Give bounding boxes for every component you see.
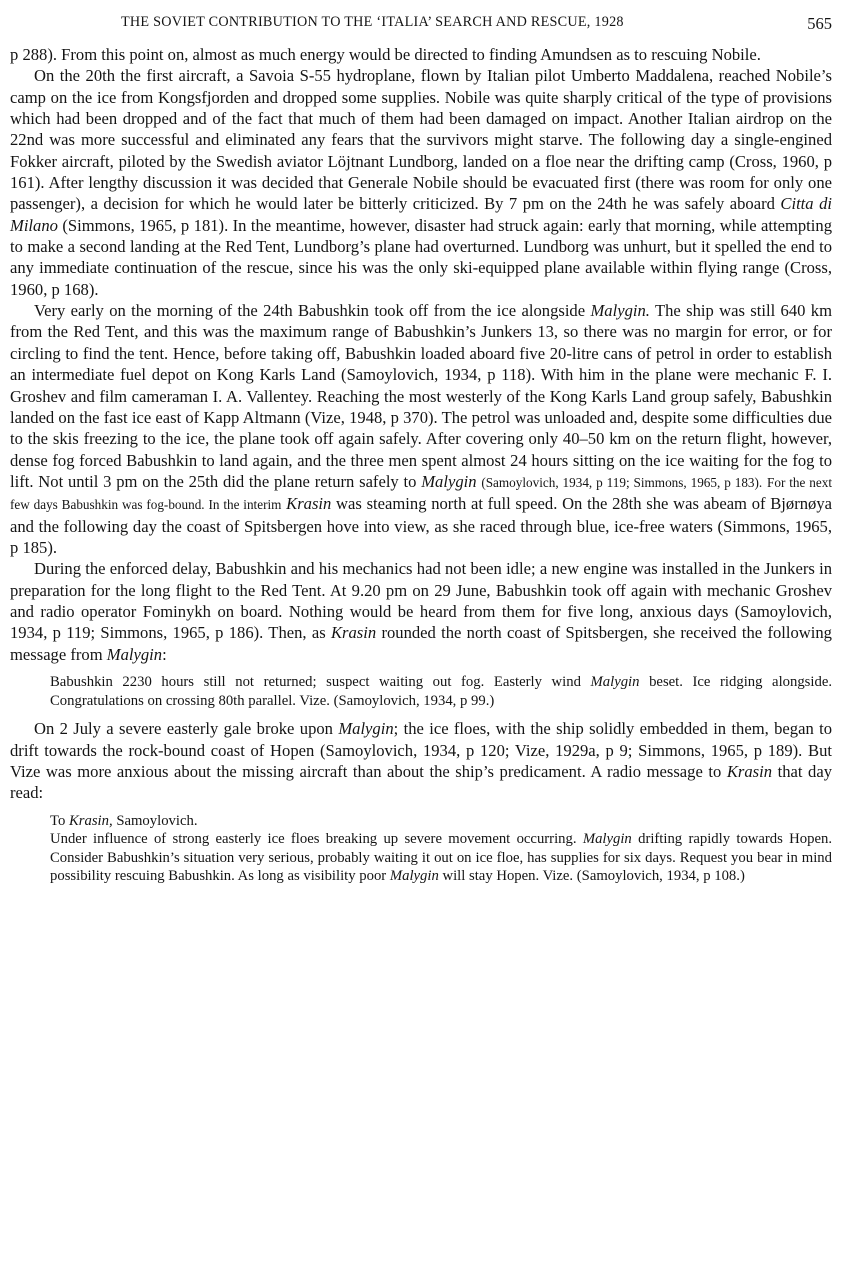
paragraph-text: (Simmons, 1965, p 181). In the meantime, however, disaster had struck again: early that morning, while attempting to make a second landing at the Red Tent, Lundborg’s plane had overturned. Lundborg was unhurt, but it spelled the end to any immediate continuation of the rescue, since his was the only ski-equipped plane available within flying range (Cross, 1960, p 168).	[10, 215, 832, 299]
running-header	[10, 14, 832, 44]
paragraph-text: On the 20th the first aircraft, a Savoia S-55 hydroplane, flown by Italian pilot Umberto Maddalena, reached Nobile’s camp on the ice from Kongsfjorden and dropped some supplies. Nobile was quite sharply critical of the type of provisions which had been dropped and of the fact that much of them had been damaged on impact. Another Italian airdrop on the 22nd was more successful and eliminated any fears that the survivors might starve. The following day a single-engined Fokker aircraft, piloted by the Swedish aviator Löjtnant Lundborg, landed on a floe near the drifting camp (Cross, 1960, p 161). After lengthy discussion it was decided that Generale Nobile should be evacuated first (there was room for only one passenger), a decision for which he would later be bitterly criticized. By 7 pm on the 24th he was safely aboard	[10, 66, 832, 214]
ship-name: Krasin	[330, 623, 377, 643]
paragraph-text: On 2 July a severe easterly gale broke upon	[34, 719, 333, 739]
paragraph-text: Very early on the morning of the 24th Babushkin took off from the ice alongside	[34, 301, 586, 321]
block-quote-radio-message	[50, 673, 832, 710]
quote-text: Samoylovich.	[116, 812, 198, 829]
quote-text: beset. Ice ridging alongside. Congratulations on crossing 80th parallel. Vize. (Samoylovich, 1934, p 99.)	[50, 673, 833, 709]
quote-address-line	[50, 812, 832, 831]
ship-name: Malygin	[106, 644, 163, 664]
running-title: THE SOVIET CONTRIBUTION TO THE ‘ITALIA’ SEARCH AND RESCUE, 1928	[121, 14, 624, 30]
paragraph-text: rounded the north coast of Spitsbergen, she received the following message from	[10, 623, 832, 664]
ship-name: Krasin	[286, 494, 332, 514]
citation: (Samoylovich, 1934, p 119; Simmons, 1965, p 183).	[481, 474, 763, 490]
ship-name: Krasin	[726, 761, 773, 781]
page	[10, 14, 832, 894]
quote-text: Under influence of strong easterly ice floes breaking up severe movement occurring.	[50, 831, 577, 848]
paragraph-text: ; the ice floes, with the ship solidly embedded in them, began to drift towards the rock-bound coast of Hopen (Samoylovich, 1934, p 120; Vize, 1929a, p 9; Simmons, 1965, p 189). But Vize was more anxious about the missing aircraft than about the ship’s predicament. A radio message to	[10, 719, 832, 781]
paragraph-text: The ship was still 640 km from the Red Tent, and this was the maximum range of Babushkin’s Junkers 13, so there was no margin for error, or for circling to find the tent. Hence, before taking off, Babushkin loaded aboard five 20-litre cans of petrol in order to establish an intermediate fuel depot on Kong Karls Land (Samoylovich, 1934, p 118). With him in the plane were mechanic F. I. Groshev and film cameraman I. A. Vallentey. Reaching the most westerly of the Kong Karls Land group safely, Babushkin landed on the fast ice east of Kapp Altmann (Vize, 1948, p 370). The petrol was unloaded and, despite some difficulties due to the skis freezing to the ice, the plane took off again safely. After covering only 40–50 km on the return flight, however, dense fog forced Babushkin to land again, and the three men spent almost 24 hours sitting on the ice waiting for the fog to lift. Not until 3 pm on the 25th did the plane return safely to	[10, 301, 832, 491]
paragraph-continuation	[10, 44, 832, 65]
ship-name: Krasin,	[68, 812, 113, 829]
quote-text: Babushkin 2230 hours still not returned; suspect waiting out fog. Easterly wind	[50, 673, 581, 690]
article-body	[10, 44, 832, 886]
ship-name: Malygin	[582, 831, 632, 848]
paragraph-babushkin-takeoff	[10, 300, 832, 558]
ship-name: Malygin	[389, 868, 439, 885]
paragraph-first-aircraft	[10, 65, 832, 300]
block-quote-vize-message	[50, 812, 832, 886]
paragraph-text: that day read:	[10, 761, 833, 803]
page-number: 565	[807, 14, 832, 33]
quote-text: will stay Hopen. Vize. (Samoylovich, 1934, p 108.)	[442, 868, 745, 885]
punctuation: :	[162, 644, 167, 664]
paragraph-enforced-delay	[10, 558, 832, 665]
paragraph-text: During the enforced delay, Babushkin and his mechanics had not been idle; a new engine was installed in the Junkers in preparation for the long flight to the Red Tent. At 9.20 pm on 29 June, Babushkin took off again with mechanic Groshev and radio operator Fominykh on board. Nothing would be heard from them for five long, anxious days (Samoylovich, 1934, p 119; Simmons, 1965, p 186). Then, as	[10, 559, 832, 643]
paragraph-easterly-gale	[10, 718, 832, 803]
ship-name: Citta di Milano	[10, 194, 832, 235]
ship-name: Malygin	[421, 471, 477, 491]
paragraph-text-small: For the next few days Babushkin was fog-bound. In the interim	[10, 474, 833, 513]
ship-name: Malygin.	[590, 301, 650, 321]
paragraph-text: p 288). From this point on, almost as much energy would be directed to finding Amundsen as to rescuing Nobile.	[10, 45, 761, 64]
quote-text: drifting rapidly towards Hopen. Consider Babushkin’s situation very serious, probably waiting it out on ice floe, has supplies for six days. Request you bear in mind possibility rescuing Babushkin. As long as visibility poor	[50, 831, 832, 885]
paragraph-text: was steaming north at full speed. On the 28th she was abeam of Bjørnøya and the following day the coast of Spitsbergen hove into view, as she raced through blue, ice-free waters (Simmons, 1965, p 185).	[10, 494, 832, 557]
ship-name: Malygin	[338, 719, 394, 739]
quote-text: To	[50, 812, 66, 829]
ship-name: Malygin	[590, 673, 640, 690]
